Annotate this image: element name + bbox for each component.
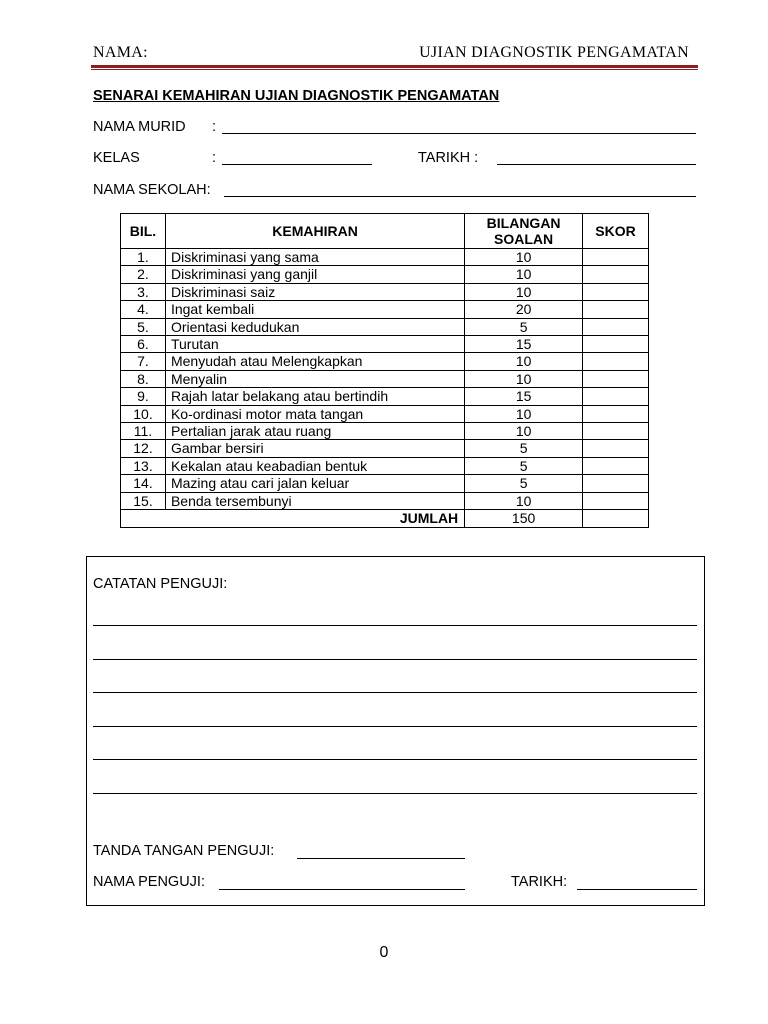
row-score-cell[interactable] [583, 388, 649, 405]
examiner-signature-label: TANDA TANGAN PENGUJI: [93, 843, 275, 859]
table-total-row [121, 510, 649, 527]
school-name-field[interactable] [224, 196, 696, 197]
row-question-count: 20 [465, 301, 583, 318]
row-skill: Turutan [165, 336, 464, 353]
row-score-cell[interactable] [583, 492, 649, 509]
row-skill: Benda tersembunyi [165, 492, 464, 509]
date-field[interactable] [497, 164, 696, 165]
header-rule [91, 65, 698, 68]
row-question-count: 10 [465, 353, 583, 370]
row-number: 11. [121, 423, 166, 440]
row-skill: Menyudah atau Melengkapkan [165, 353, 464, 370]
notes-line[interactable] [93, 759, 697, 760]
row-skill: Orientasi kedudukan [165, 318, 464, 335]
row-question-count: 10 [465, 249, 583, 266]
row-number: 6. [121, 336, 166, 353]
skills-table [120, 213, 649, 528]
class-label: KELAS [93, 150, 140, 166]
examiner-notes-label: CATATAN PENGUJI: [93, 576, 228, 592]
table-header-row [121, 214, 649, 249]
table-row [121, 336, 649, 353]
notes-line[interactable] [93, 659, 697, 660]
table-row [121, 283, 649, 300]
school-name-label: NAMA SEKOLAH: [93, 182, 211, 198]
row-skill: Ko-ordinasi motor mata tangan [165, 405, 464, 422]
header-bilangan-line2: SOALAN [494, 231, 554, 247]
row-score-cell[interactable] [583, 249, 649, 266]
row-skill: Diskriminasi yang sama [165, 249, 464, 266]
row-skill: Mazing atau cari jalan keluar [165, 475, 464, 492]
row-score-cell[interactable] [583, 405, 649, 422]
student-name-field[interactable] [222, 133, 696, 134]
row-number: 4. [121, 301, 166, 318]
table-row [121, 370, 649, 387]
row-question-count: 5 [465, 475, 583, 492]
section-title: SENARAI KEMAHIRAN UJIAN DIAGNOSTIK PENGAMATAN [93, 88, 500, 104]
table-row [121, 457, 649, 474]
notes-line[interactable] [93, 793, 697, 794]
row-question-count: 10 [465, 405, 583, 422]
table-row [121, 423, 649, 440]
page-number: 0 [379, 944, 389, 961]
row-number: 3. [121, 283, 166, 300]
total-label: JUMLAH [121, 510, 465, 527]
examiner-date-field[interactable] [577, 889, 697, 890]
header-bilangan-soalan [465, 214, 583, 249]
row-question-count: 10 [465, 283, 583, 300]
examiner-name-label: NAMA PENGUJI: [93, 874, 205, 890]
student-name-colon: : [212, 119, 217, 135]
row-skill: Diskriminasi yang ganjil [165, 266, 464, 283]
table-row [121, 475, 649, 492]
row-number: 13. [121, 457, 166, 474]
examiner-signature-field[interactable] [297, 858, 465, 859]
table-row [121, 301, 649, 318]
table-row [121, 318, 649, 335]
row-question-count: 5 [465, 457, 583, 474]
row-number: 2. [121, 266, 166, 283]
row-skill: Diskriminasi saiz [165, 283, 464, 300]
total-score-cell[interactable] [583, 510, 649, 527]
row-score-cell[interactable] [583, 370, 649, 387]
row-number: 15. [121, 492, 166, 509]
table-row [121, 266, 649, 283]
examiner-name-field[interactable] [219, 889, 465, 890]
row-score-cell[interactable] [583, 440, 649, 457]
row-score-cell[interactable] [583, 353, 649, 370]
notes-line[interactable] [93, 726, 697, 727]
header-skor: SKOR [583, 214, 649, 249]
row-skill: Gambar bersiri [165, 440, 464, 457]
examiner-date-label: TARIKH: [511, 874, 568, 890]
row-number: 7. [121, 353, 166, 370]
class-field[interactable] [222, 164, 372, 165]
row-skill: Kekalan atau keabadian bentuk [165, 457, 464, 474]
row-number: 12. [121, 440, 166, 457]
header-name-label: NAMA: [93, 44, 148, 61]
total-question-count: 150 [465, 510, 583, 527]
date-label: TARIKH : [418, 150, 479, 166]
student-name-label: NAMA MURID [93, 119, 186, 135]
row-score-cell[interactable] [583, 283, 649, 300]
row-skill: Rajah latar belakang atau bertindih [165, 388, 464, 405]
row-score-cell[interactable] [583, 457, 649, 474]
row-question-count: 10 [465, 492, 583, 509]
row-skill: Pertalian jarak atau ruang [165, 423, 464, 440]
row-number: 14. [121, 475, 166, 492]
table-row [121, 440, 649, 457]
row-score-cell[interactable] [583, 266, 649, 283]
class-colon: : [212, 150, 217, 166]
header-bil: BIL. [121, 214, 166, 249]
row-number: 8. [121, 370, 166, 387]
header-bilangan-line1: BILANGAN [486, 215, 561, 231]
row-question-count: 10 [465, 370, 583, 387]
row-score-cell[interactable] [583, 336, 649, 353]
row-question-count: 5 [465, 318, 583, 335]
row-score-cell[interactable] [583, 301, 649, 318]
table-row [121, 492, 649, 509]
row-number: 10. [121, 405, 166, 422]
table-row [121, 249, 649, 266]
row-number: 5. [121, 318, 166, 335]
row-question-count: 15 [465, 336, 583, 353]
header-kemahiran: KEMAHIRAN [165, 214, 464, 249]
notes-line[interactable] [93, 692, 697, 693]
row-skill: Ingat kembali [165, 301, 464, 318]
row-number: 1. [121, 249, 166, 266]
document-title: UJIAN DIAGNOSTIK PENGAMATAN [419, 44, 689, 61]
table-row [121, 388, 649, 405]
examiner-notes-box [86, 556, 705, 906]
table-row [121, 353, 649, 370]
header-rule-thin [91, 69, 698, 70]
notes-line[interactable] [93, 625, 697, 626]
row-question-count: 10 [465, 423, 583, 440]
row-score-cell[interactable] [583, 475, 649, 492]
row-skill: Menyalin [165, 370, 464, 387]
table-row [121, 405, 649, 422]
row-score-cell[interactable] [583, 423, 649, 440]
row-question-count: 5 [465, 440, 583, 457]
row-score-cell[interactable] [583, 318, 649, 335]
row-question-count: 10 [465, 266, 583, 283]
row-number: 9. [121, 388, 166, 405]
row-question-count: 15 [465, 388, 583, 405]
